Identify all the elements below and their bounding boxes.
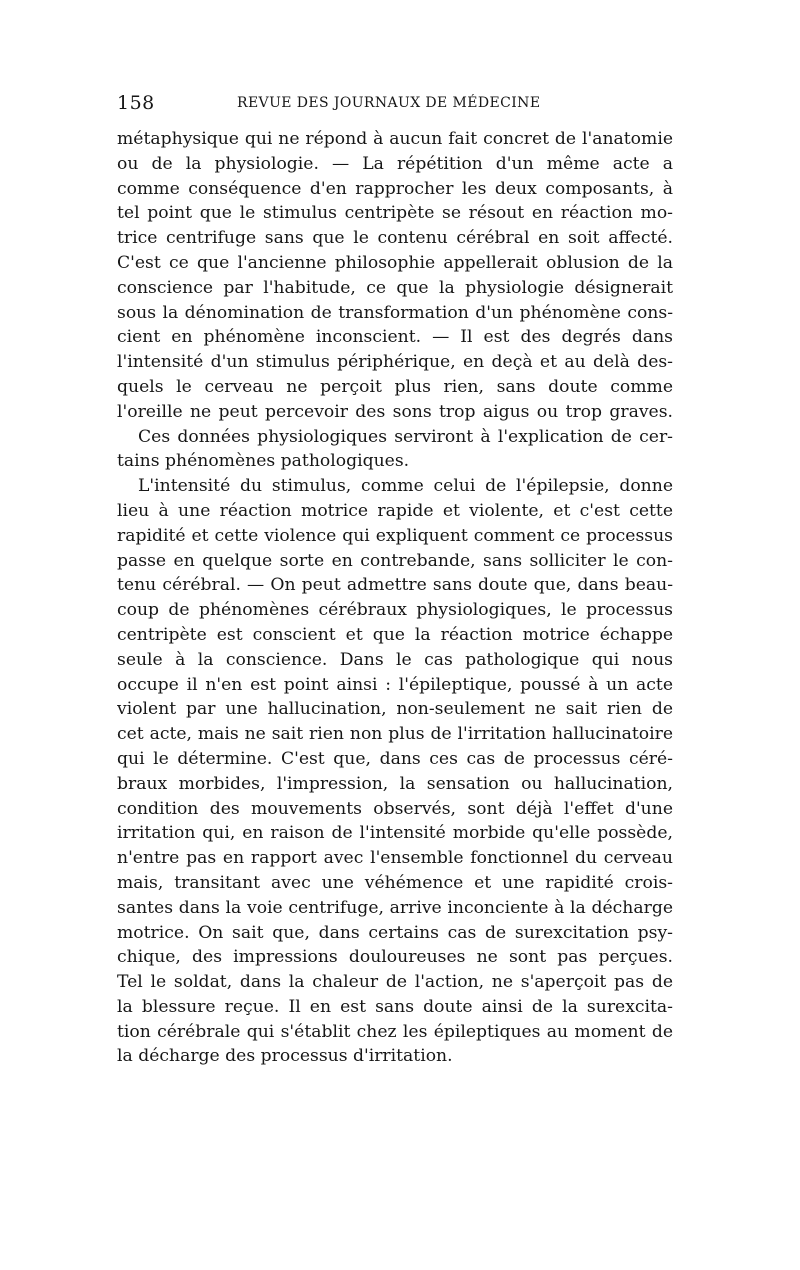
text-line: métaphysique qui ne répond à aucun fait concret de l'anatomie — [117, 129, 673, 149]
text-line: motrice. On sait que, dans certains cas de surexcitation psy- — [117, 922, 673, 943]
text-line: passe en quelque sorte en contrebande, sans solliciter le con- — [117, 550, 673, 571]
text-line: coup de phénomènes cérébraux physiologiques, le processus — [117, 600, 673, 621]
text-line: trice centrifuge sans que le contenu cérébral en soit affecté. — [117, 228, 673, 249]
text-line: chique, des impressions douloureuses ne sont pas perçues. — [117, 947, 673, 968]
text-line: l'intensité d'un stimulus périphérique, en deçà et au delà des- — [117, 352, 673, 373]
text-line: irritation qui, en raison de l'intensité morbide qu'elle possède, — [117, 823, 673, 844]
text-line: centripète est conscient et que la réaction motrice échappe — [117, 624, 673, 645]
text-line: ou de la physiologie. — La répétition d'un même acte a — [117, 153, 673, 174]
text-line: C'est ce que l'ancienne philosophie appellerait oblusion de la — [117, 252, 673, 273]
text-line: seule à la conscience. Dans le cas pathologique qui nous — [117, 649, 673, 670]
text-line: tel point que le stimulus centripète se résout en réaction mo- — [117, 203, 673, 224]
text-line: L'intensité du stimulus, comme celui de l'épilepsie, donne — [138, 476, 673, 497]
text-line: cet acte, mais ne sait rien non plus de l'irritation hallucinatoire — [117, 724, 673, 745]
text-line: occupe il n'en est point ainsi : l'épileptique, poussé à un acte — [117, 674, 673, 695]
text-line: conscience par l'habitude, ce que la physiologie désignerait — [117, 277, 673, 298]
text-line: Tel le soldat, dans la chaleur de l'action, ne s'aperçoit pas de — [117, 972, 673, 993]
text-line: tains phénomènes pathologiques. — [117, 451, 410, 472]
page-number: 158 — [117, 92, 155, 114]
text-line: rapidité et cette violence qui expliquent comment ce processus — [117, 525, 673, 546]
text-line: cient en phénomène inconscient. — Il est des degrés dans — [117, 327, 673, 348]
text-line: condition des mouvements observés, sont déjà l'effet d'une — [117, 798, 673, 819]
text-line: sous la dénomination de transformation d'un phénomène cons- — [117, 302, 673, 323]
text-line: la décharge des processus d'irritation. — [117, 1046, 453, 1067]
text-line: l'oreille ne peut percevoir des sons trop aigus ou trop graves. — [117, 401, 673, 422]
text-line: braux morbides, l'impression, la sensation ou hallucination, — [117, 773, 673, 794]
text-line: tion cérébrale qui s'établit chez les épileptiques au moment de — [117, 1021, 673, 1042]
text-line: qui le détermine. C'est que, dans ces cas de processus céré- — [117, 748, 673, 769]
text-line: n'entre pas en rapport avec l'ensemble fonctionnel du cerveau — [117, 848, 673, 869]
text-line: comme conséquence d'en rapprocher les deux composants, à — [117, 178, 673, 199]
running-head: REVUE DES JOURNAUX DE MÉDECINE — [237, 95, 541, 111]
page-header — [117, 92, 673, 118]
text-line: Ces données physiologiques serviront à l'explication de cer- — [138, 426, 673, 447]
text-line: quels le cerveau ne perçoit plus rien, sans doute comme — [117, 376, 673, 397]
text-line: tenu cérébral. — On peut admettre sans doute que, dans beau- — [117, 575, 673, 596]
text-line: lieu à une réaction motrice rapide et violente, et c'est cette — [117, 500, 673, 521]
text-line: la blessure reçue. Il en est sans doute ainsi de la surexcita- — [117, 996, 673, 1017]
body-text — [117, 127, 673, 1069]
text-line: violent par une hallucination, non-seulement ne sait rien de — [117, 699, 673, 720]
text-line: mais, transitant avec une véhémence et une rapidité crois- — [117, 872, 673, 893]
text-line: santes dans la voie centrifuge, arrive inconciente à la décharge — [117, 897, 673, 918]
